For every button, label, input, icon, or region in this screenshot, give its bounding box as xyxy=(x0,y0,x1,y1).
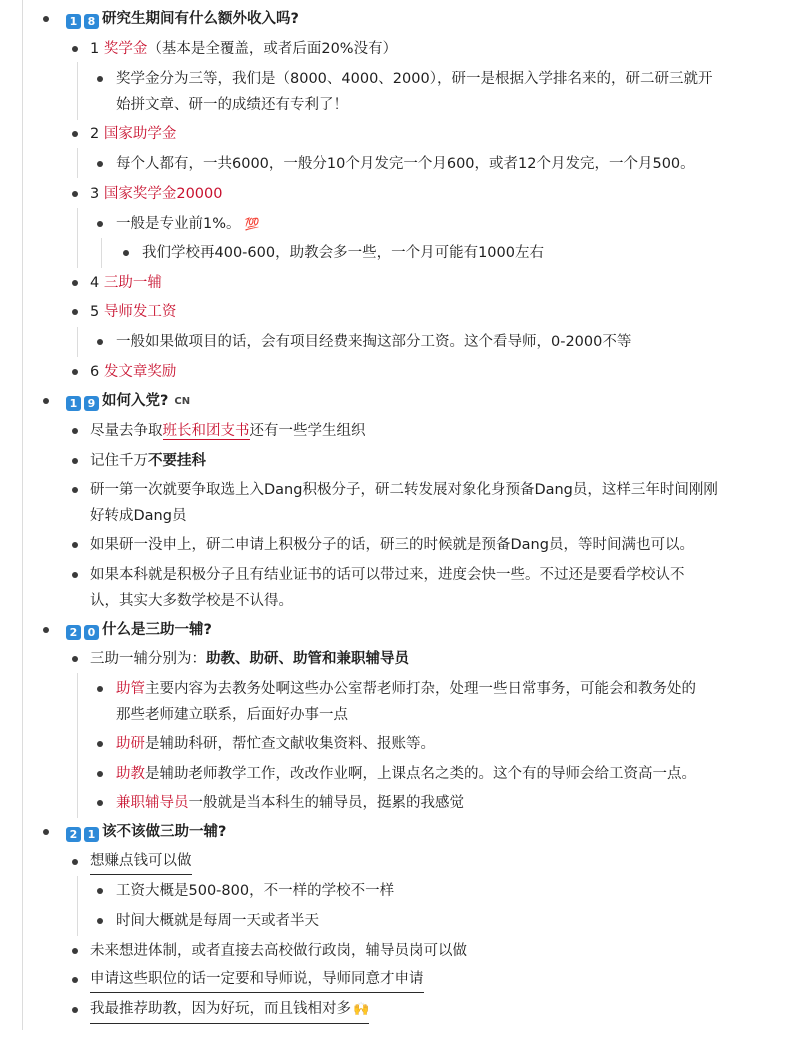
list-item: 三助一辅分别为：助教、助研、助管和兼职辅导员 xyxy=(0,645,806,673)
item-label: 助研 xyxy=(116,736,145,752)
number-badge: 1 xyxy=(66,396,81,411)
bullet-dot xyxy=(97,888,103,894)
item-label: 助教 xyxy=(116,766,145,782)
bullet-dot xyxy=(72,487,78,493)
bullet-dot xyxy=(97,741,103,747)
bullet-dot xyxy=(97,221,103,227)
list-item: 工资大概是500-800，不一样的学校不一样 xyxy=(0,877,806,905)
underlined-text: 申请这些职位的话一定要和导师说，导师同意才申请 xyxy=(90,966,424,993)
number-badge: 1 xyxy=(66,14,81,29)
list-item: 时间大概就是每周一天或者半天 xyxy=(0,907,806,935)
list-item: 2 国家助学金 xyxy=(0,120,806,148)
hundred-points-icon: 💯 xyxy=(244,217,260,231)
list-item xyxy=(0,996,806,1024)
list-item: 6 发文章奖励 xyxy=(0,358,806,386)
list-item: 3 国家奖学金20000 xyxy=(0,180,806,208)
bullet-dot xyxy=(97,918,103,924)
number-badge: 9 xyxy=(84,396,99,411)
bullet-dot xyxy=(72,458,78,464)
cn-tag: CN xyxy=(174,396,191,407)
bullet-dot xyxy=(72,948,78,954)
bullet-dot xyxy=(97,339,103,345)
bullet-dot xyxy=(72,428,78,434)
list-item: 助研是辅助科研，帮忙查文献收集资料、报账等。 xyxy=(0,730,806,758)
number-badge: 2 xyxy=(66,625,81,640)
section-heading xyxy=(0,387,806,415)
list-item-continuation: 那些老师建立联系，后面好办事一点 xyxy=(116,707,348,723)
list-item: 一般是专业前1%。 💯 xyxy=(0,210,806,238)
number-badge: 1 xyxy=(84,827,99,842)
list-item: 每个人都有，一共6000，一般分10个月发完一个月600，或者12个月发完，一个月500。 xyxy=(0,150,806,178)
bullet-dot xyxy=(43,398,49,404)
bullet-dot xyxy=(72,542,78,548)
item-label: 奖学金 xyxy=(103,41,148,57)
bullet-dot xyxy=(97,76,103,82)
section-title: 什么是三助一辅? xyxy=(102,622,212,638)
item-label: 兼职辅导员 xyxy=(116,795,189,811)
list-item xyxy=(0,848,806,876)
item-label: 国家奖学金20000 xyxy=(103,186,223,202)
bullet-dot xyxy=(72,191,78,197)
highlight-text: 班长和团支书 xyxy=(162,423,250,439)
list-item-continuation: 始拼文章、研一的成绩还有专利了！ xyxy=(116,97,348,113)
list-item: 5 导师发工资 xyxy=(0,298,806,326)
item-label: 三助一辅 xyxy=(103,275,162,291)
list-item-continuation: 好转成Dang员 xyxy=(90,508,187,524)
list-item: 未来想进体制，或者直接去高校做行政岗，辅导员岗可以做 xyxy=(0,937,806,965)
list-item: 4 三助一辅 xyxy=(0,269,806,297)
section-heading xyxy=(0,616,806,644)
number-badge: 8 xyxy=(84,14,99,29)
number-badge: 0 xyxy=(84,625,99,640)
list-item-continuation: 认，其实大多数学校是不认得。 xyxy=(90,593,293,609)
bullet-dot xyxy=(43,627,49,633)
list-item: 兼职辅导员一般就是当本科生的辅导员，挺累的我感觉 xyxy=(0,789,806,817)
list-item: 如果本科就是积极分子且有结业证书的话可以带过来，进度会快一些。不过还是要看学校认不 xyxy=(0,561,806,589)
item-label: 导师发工资 xyxy=(103,304,177,320)
bullet-dot xyxy=(72,1007,78,1013)
bullet-dot xyxy=(97,800,103,806)
list-item: 我们学校再400-600，助教会多一些，一个月可能有1000左右 xyxy=(0,239,806,267)
bullet-dot xyxy=(43,829,49,835)
section-title: 如何入党? xyxy=(102,393,169,409)
bold-text: 不要挂科 xyxy=(148,453,206,469)
bullet-dot xyxy=(72,280,78,286)
item-label: 发文章奖励 xyxy=(103,364,177,380)
section-title: 研究生期间有什么额外收入吗? xyxy=(102,11,299,27)
bullet-dot xyxy=(72,859,78,865)
bullet-dot xyxy=(97,771,103,777)
bullet-dot xyxy=(43,16,49,22)
list-item: 记住千万不要挂科 xyxy=(0,447,806,475)
item-label: 助管 xyxy=(116,681,145,697)
underlined-text: 想赚点钱可以做 xyxy=(90,848,192,875)
section-heading xyxy=(0,818,806,846)
item-label: 国家助学金 xyxy=(103,126,177,142)
bullet-dot xyxy=(72,656,78,662)
bullet-dot xyxy=(72,46,78,52)
list-item: 助教是辅助老师教学工作，改改作业啊，上课点名之类的。这个有的导师会给工资高一点。 xyxy=(0,760,806,788)
list-item: 一般如果做项目的话，会有项目经费来掏这部分工资。这个看导师，0-2000不等 xyxy=(0,328,806,356)
list-item: 尽量去争取班长和团支书还有一些学生组织 xyxy=(0,417,806,445)
bullet-dot xyxy=(123,250,129,256)
list-item: 1 奖学金（基本是全覆盖，或者后面20%没有） xyxy=(0,35,806,63)
list-item: 奖学金分为三等，我们是（8000、4000、2000），研一是根据入学排名来的，研二研三就开 xyxy=(0,65,806,93)
bullet-dot xyxy=(72,309,78,315)
bullet-dot xyxy=(97,686,103,692)
bullet-dot xyxy=(97,161,103,167)
bullet-dot xyxy=(72,572,78,578)
list-item: 如果研一没申上，研二申请上积极分子的话，研三的时候就是预备Dang员，等时间满也可以。 xyxy=(0,531,806,559)
bullet-dot xyxy=(72,131,78,137)
bullet-dot xyxy=(72,369,78,375)
list-item xyxy=(0,966,806,994)
underlined-text: 我最推荐助教，因为好玩，而且钱相对多 🙌 xyxy=(90,996,369,1024)
bold-text: 助教、助研、助管和兼职辅导员 xyxy=(206,651,409,667)
section-title: 该不该做三助一辅? xyxy=(102,824,227,840)
list-item: 助管主要内容为去教务处啊这些办公室帮老师打杂，处理一些日常事务，可能会和教务处的 xyxy=(0,675,806,703)
raising-hands-icon: 🙌 xyxy=(353,1002,370,1017)
bullet-dot xyxy=(72,977,78,983)
number-badge: 2 xyxy=(66,827,81,842)
list-item: 研一第一次就要争取选上入Dang积极分子，研二转发展对象化身预备Dang员，这样三年时间刚刚 xyxy=(0,476,806,504)
section-heading xyxy=(0,5,806,33)
